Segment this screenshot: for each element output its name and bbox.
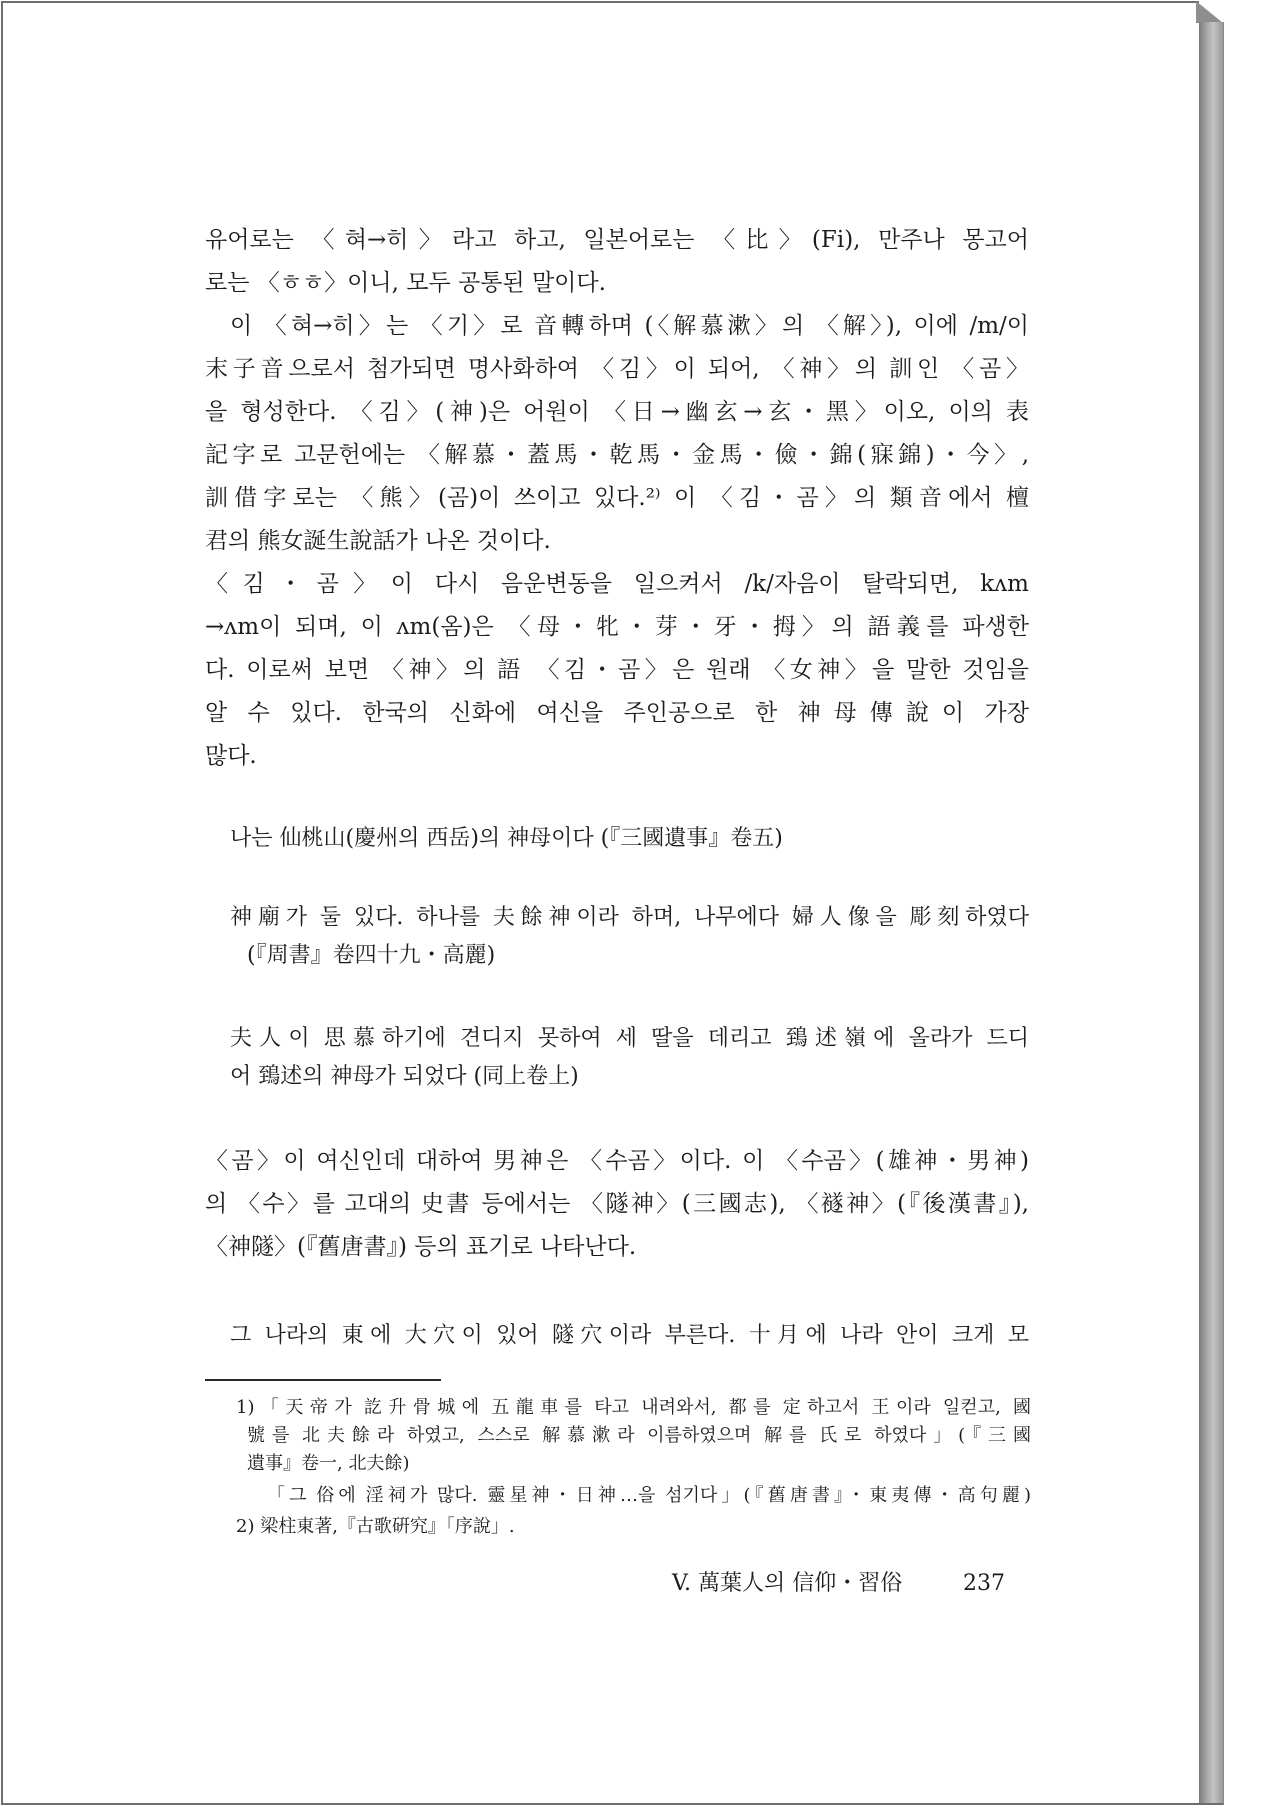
body-line: 記字로 고문헌에는 〈解慕・蓋馬・乾馬・金馬・儉・錦(寐錦)・今〉, [205,442,1029,468]
footnote-line: 1)「天帝가 訖升骨城에 五龍車를 타고 내려와서, 都를 定하고서 王이라 일컫고, 國 [236,1397,1031,1418]
footnote-divider [205,1379,441,1381]
footnote-line: 2) 梁柱東著,『古歌硏究』「序說」. [236,1516,515,1537]
body-line: 의 〈수〉를 고대의 史書 등에서는 〈隧神〉(三國志), 〈襚神〉(『後漢書』), [205,1191,1029,1217]
body-line: 많다. [205,743,257,769]
body-line: 이 〈혀→히〉는 〈기〉로 音轉하며 (〈解慕漱〉의 〈解〉), 이에 /m/이 [230,313,1029,339]
body-line: 末子音으로서 첨가되면 명사화하여 〈김〉이 되어, 〈神〉의 訓인 〈곰〉 [205,356,1029,382]
page-fold-corner [1196,1,1223,23]
quote-line: 神廟가 둘 있다. 하나를 夫餘神이라 하며, 나무에다 婦人像을 彫刻하였다 [230,905,1029,930]
body-line: 다. 이로써 보면 〈神〉의 語 〈김・곰〉은 원래 〈女神〉을 말한 것임을 [205,657,1029,683]
quote-line: 夫人이 思慕하기에 견디지 못하여 세 딸을 데리고 鵄述嶺에 올라가 드디 [230,1026,1029,1051]
footnote-line: 號를 北夫餘라 하였고, 스스로 解慕漱라 이름하였으며 解를 氏로 하였다」(『三國 [247,1425,1031,1446]
quote-line: 나는 仙桃山(慶州의 西岳)의 神母이다 (『三國遺事』卷五) [230,826,783,851]
footer-section-title: V. 萬葉人의 信仰・習俗 [672,1571,903,1596]
body-line: 訓借字로는 〈熊〉(곰)이 쓰이고 있다.²⁾ 이 〈김・곰〉의 類音에서 檀 [205,485,1029,511]
page-number: 237 [963,1571,1005,1596]
quote-line: 어 鵄述의 神母가 되었다 (同上卷上) [230,1064,579,1089]
footnote-line: 「그 俗에 淫祠가 많다. 靈星神・日神…을 섬기다」(『舊唐書』・東夷傳・高句麗) [267,1485,1031,1506]
body-line: 유어로는 〈혀→히〉라고 하고, 일본어로는 〈比〉(Fi), 만주나 몽고어 [205,227,1029,253]
body-line: 君의 熊女誕生說話가 나온 것이다. [205,528,551,554]
footnote-line: 遺事』卷一, 北夫餘) [247,1453,410,1474]
book-page-edge [1199,22,1224,1805]
body-line: 〈곰〉이 여신인데 대하여 男神은 〈수곰〉이다. 이 〈수곰〉(雄神・男神) [205,1148,1029,1174]
body-line: 알 수 있다. 한국의 신화에 여신을 주인공으로 한 神母傳說이 가장 [205,700,1029,726]
body-line: →ʌm이 되며, 이 ʌm(옴)은 〈母・牝・芽・牙・拇〉의 語義를 파생한 [205,614,1029,640]
body-line: 을 형성한다. 〈김〉(神)은 어원이 〈日→幽玄→玄・黑〉이오, 이의 表 [205,399,1029,425]
quote-line: (『周書』卷四十九・高麗) [247,943,496,968]
body-line: 로는 〈ㅎㅎ〉이니, 모두 공통된 말이다. [205,270,606,296]
body-line: 〈김・곰〉이 다시 음운변동을 일으켜서 /k/자음이 탈락되면, kʌm [205,571,1029,597]
body-line: 〈神隧〉(『舊唐書』) 등의 표기로 나타난다. [205,1234,637,1260]
quote-line: 그 나라의 東에 大穴이 있어 隧穴이라 부른다. 十月에 나라 안이 크게 모 [230,1323,1029,1348]
